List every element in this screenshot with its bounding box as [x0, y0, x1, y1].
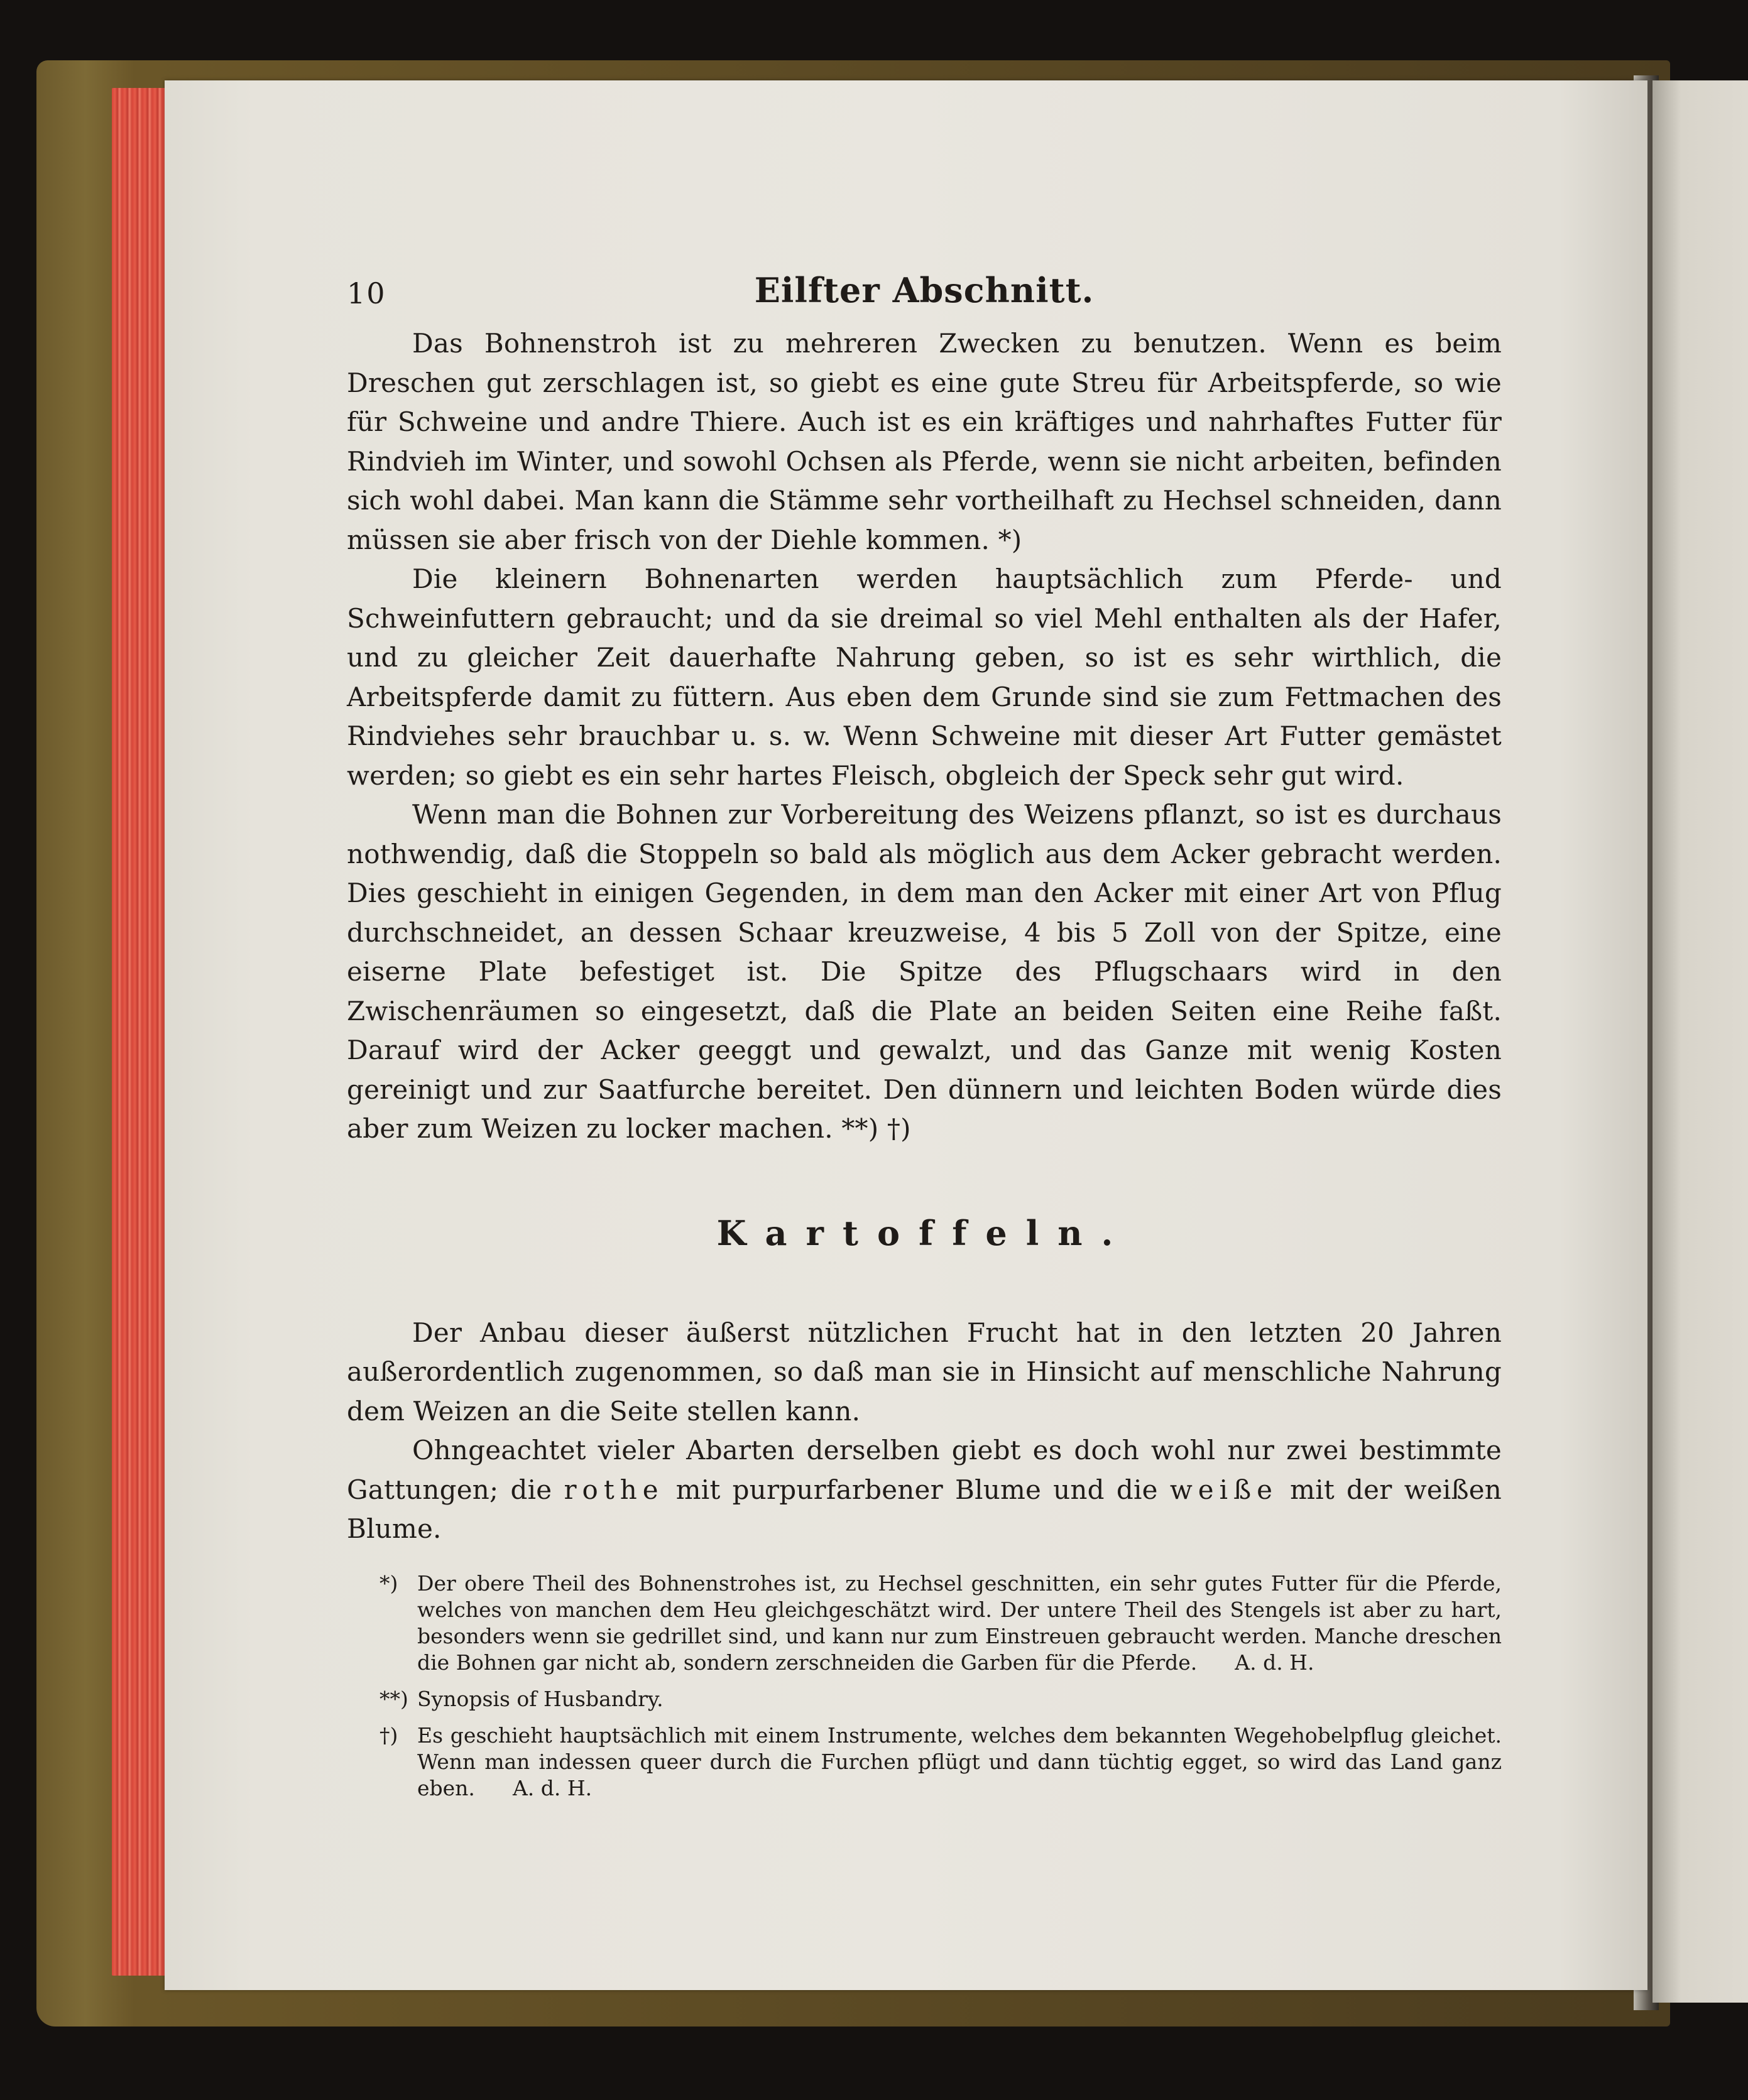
footnote-text: Synopsis of Husbandry. [417, 1686, 664, 1711]
footnote-mark: **) [380, 1686, 408, 1711]
running-title: Eilfter Abschnitt. [754, 270, 1095, 310]
paragraph [347, 1431, 1502, 1549]
footnote [380, 1570, 1502, 1676]
paragraph-text: Ohngeachtet vieler Abarten derselben giebt es doch wohl nur zwei bestimmte Gattungen; die [347, 1435, 1502, 1505]
paragraph: Die kleinern Bohnenarten werden hauptsächlich zum Pferde- und Schweinfuttern gebraucht; und da sie dreimal so viel Mehl enthalten als der Hafer, und zu gleicher Zeit dauerhafte Nahrung geben, so ist es sehr wirthlich, die Arbeitspferde damit zu füttern. Aus eben dem Grunde sind sie zum Fettmachen des Rindviehes sehr brauchbar u. s. w. Wenn Schweine mit dieser Art Futter gemästet werden; so giebt es ein sehr hartes Fleisch, obgleich der Speck sehr gut wird. [347, 563, 1502, 791]
footnotes [347, 1570, 1502, 1802]
footnote-signature: A. d. H. [1235, 1650, 1314, 1675]
footnote [380, 1686, 1502, 1712]
emphasized-word: rothe [564, 1474, 664, 1505]
footnote [380, 1722, 1502, 1802]
page-header [347, 264, 1502, 324]
page-number: 10 [347, 276, 386, 310]
red-page-edges [112, 88, 170, 1976]
paragraph: Wenn man die Bohnen zur Vorbereitung des Weizens pflanzt, so ist es durchaus nothwendig, daß die Stoppeln so bald als möglich aus dem Acker gebracht werden. Dies geschieht in einigen Gegenden, in dem man den Acker mit einer Art von Pflug durchschneidet, an dessen Schaar kreuzweise, 4 bis 5 Zoll von der Spitze, eine eiserne Plate befestiget ist. Die Spitze des Pflugschaars wird in den Zwischenräumen so eingesetzt, daß die Plate an beiden Seiten eine Reihe faßt. Darauf wird der Acker geeggt und gewalzt, und das Ganze mit wenig Kosten gereinigt und zur Saatfurche bereitet. Den dünnern und leichten Boden würde dies aber zum Weizen zu locker machen. **) †) [347, 799, 1502, 1144]
footnote-mark: †) [380, 1722, 398, 1748]
section-heading: Kartoffeln. [716, 1212, 1132, 1253]
footnote-text: Der obere Theil des Bohnenstrohes ist, zu Hechsel geschnitten, ein sehr gutes Futter für die Pferde, welches von manchen dem Heu gleichgeschätzt wird. Der untere Theil des Stengels ist aber zu hart, besonders wenn sie gedrillet sind, und kann nur zum Einstreuen gebraucht werden. Manche dreschen die Bohnen gar nicht ab, sondern zerschneiden die Garben für die Pferde. [417, 1570, 1502, 1675]
footnote-mark: *) [380, 1570, 398, 1596]
emphasized-word: weiße [1169, 1474, 1279, 1505]
paragraph-text: mit purpurfarbener Blume und die [675, 1474, 1158, 1505]
paragraph: Der Anbau dieser äußerst nützlichen Frucht hat in den letzten 20 Jahren außerordentlich zugenommen, so daß man sie in Hinsicht auf menschliche Nahrung dem Weizen an die Seite stellen kann. [347, 1317, 1502, 1427]
page-content [347, 264, 1502, 1812]
paragraph: Das Bohnenstroh ist zu mehreren Zwecken zu benutzen. Wenn es beim Dreschen gut zerschlagen ist, so giebt es eine gute Streu für Arbeitspferde, so wie für Schweine und andre Thiere. Auch ist es ein kräftiges und nahrhaftes Futter für Rindvieh im Winter, und sowohl Ochsen als Pferde, wenn sie nicht arbeiten, befinden sich wohl dabei. Man kann die Stämme sehr vortheilhaft zu Hechsel schneiden, dann müssen sie aber frisch von der Diehle kommen. *) [347, 328, 1502, 555]
paragraph-text: mit der weißen Blume. [347, 1474, 1502, 1544]
facing-page-edge [1652, 80, 1748, 2003]
footnote-text: Es geschieht hauptsächlich mit einem Instrumente, welches dem bekannten Wegehobelpflug gleichet. Wenn man indessen queer durch die Furchen pflügt und dann tüchtig egget, so wird das Land ganz eben. [417, 1722, 1502, 1800]
footnote-signature: A. d. H. [512, 1775, 593, 1800]
